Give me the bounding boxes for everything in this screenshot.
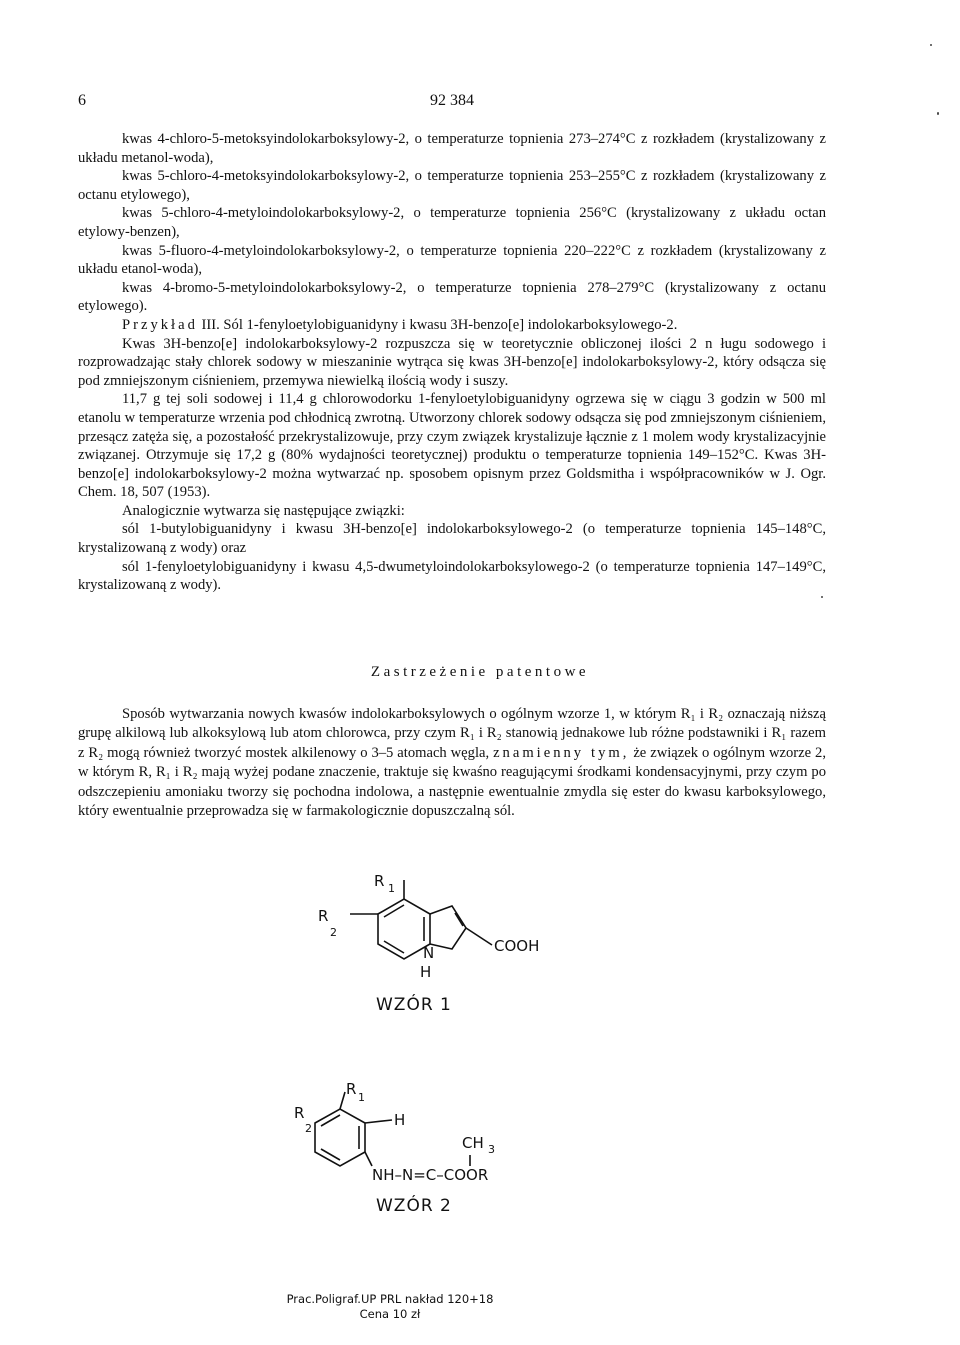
scan-speck	[821, 596, 823, 598]
formula1-r1: R	[374, 872, 385, 890]
formula1-n: N	[423, 944, 435, 962]
claims-title: Zastrzeżenie patentowe	[370, 664, 590, 680]
printer-footer	[270, 1292, 510, 1322]
pyrrole-ring	[430, 906, 466, 949]
compound-entry: kwas 5-chloro-4-metoksyindolokarboksylowy-2, o temperaturze topnienia 253–255°C z rozkładem (krystalizowany z octanu etylowego),	[78, 168, 826, 203]
patent-number: 92 384	[430, 92, 474, 109]
compound-entry: kwas 5-chloro-4-metyloindolokarboksylowy-2, o temperaturze topnienia 256°C (krystalizowany z układu octan etylowy-benzen),	[78, 205, 826, 240]
footer-line-2: Cena 10 zł	[359, 1307, 421, 1321]
example-label: Przykład	[122, 316, 198, 333]
footer-line-1: Prac.Poligraf.UP PRL nakład 120+18	[286, 1292, 494, 1306]
benzene-ring	[315, 1109, 365, 1166]
paragraph: Analogicznie wytwarza się następujące związki:	[122, 502, 405, 519]
claim-text-part2: że związek o ogólnym wzorze 2, w którym R, R₁ i R₂ mają wyżej podane znaczenie, traktuje się kwaśno reagującymi środkami kondensacyjnymi, przy czym po odszczepieniu amoniaku tworzy się pochodna indolowa, a następnie ewentualnie zmydla się ester do kwasu karboksylowego, który ewentualnie przeprowadza się w farmakologicznie dopuszczalną sól.	[78, 744, 826, 820]
formula2-ch3-sub: 3	[488, 1143, 495, 1156]
claim-text-part1: Sposób wytwarzania nowych kwasów indolokarboksylowych o ogólnym wzorze 1, w którym R₁ i R₂ oznaczają niższą grupę alkilową lub alkoksylową lub atom chlorowca, przy czym R₁ i R₂ stanowią jednakowe lub różne podstawniki i R₁ razem z R₂ mogą również tworzyć mostek alkilenowy o 3–5 atomach węgla,	[78, 706, 826, 761]
formula2-r2-sub: 2	[305, 1122, 312, 1135]
compound-entry: kwas 4-chloro-5-metoksyindolokarboksylowy-2, o temperaturze topnienia 273–274°C z rozkładem (krystalizowany z układu metanol-woda),	[78, 131, 826, 166]
compound-entry: kwas 4-bromo-5-metyloindolokarboksylowy-2, o temperaturze topnienia 278–279°C (krystalizowany z octanu etylowego).	[78, 279, 826, 315]
formula2-chain: NH–N=C–COOR	[372, 1166, 489, 1184]
paragraph: sól 1-butylobiguanidyny i kwasu 3H-benzo[e] indolokarboksylowego-2 (o temperaturze topnienia 145–148°C, krystalizowaną z wody) oraz	[78, 521, 826, 557]
formula1-caption: WZÓR 1	[376, 995, 452, 1015]
paragraph: Kwas 3H-benzo[e] indolokarboksylowy-2 rozpuszcza się w teoretycznie obliczonej ilości 2 n ługu sodowego i rozprowadzając stały chlorek sodowy w mieszaninie wytrąca się kwas 3H-benzo[e] indolokarboksylowy-2, który odsącza się pod zmniejszonym ciśnieniem, przemywa niewielką ilością wody i suszy.	[78, 335, 826, 389]
formula1-r1-sub: 1	[388, 882, 395, 895]
formula1-h: H	[420, 963, 432, 981]
paragraph: 11,7 g tej soli sodowej i 11,4 g chlorowodorku 1-fenyloetylobiguanidyny ogrzewa się w ciągu 3 godzin w 500 ml etanolu w temperaturze wrzenia pod chłodnicą zwrotną. Utworzony chlorek sodowy odsącza się pod zmniejszonym ciśnieniem, przesącz zatęża się, a pozostałość przekrystalizowuje, przy czym związek krystalizuje łącznie z 1 molem wody krystalizacyjnie związanej. Otrzymuje się 17,2 g (80% wydajności teoretycznej) produktu o temperaturze topnienia 149–152°C. Kwas 3H-benzo[e] indolokarboksylowy-2 można wytwarzać np. sposobem opisnym przez Goldsmitha i współpracowników w J. Ogr. Chem. 18, 507 (1953).	[78, 391, 826, 501]
example-title: III. Sól 1-fenyloetylobiguanidyny i kwasu 3H-benzo[e] indolokarboksylowego-2.	[201, 316, 678, 333]
formula2-ch3: CH	[462, 1134, 484, 1152]
page-number: 6	[78, 92, 86, 109]
scan-speck	[937, 112, 939, 115]
formula-2-structure	[315, 1092, 470, 1166]
formula2-r1: R	[346, 1080, 357, 1098]
paragraph: sól 1-fenyloetylobiguanidyny i kwasu 4,5-dwumetyloindolokarboksylowego-2 (o temperaturze topnienia 147–149°C, krystalizowaną z wody).	[78, 558, 826, 594]
formula2-r1-sub: 1	[358, 1091, 365, 1104]
formula-1-structure	[350, 880, 492, 959]
formula1-r2-sub: 2	[330, 926, 337, 939]
scan-speck	[930, 44, 932, 46]
compound-entry: kwas 5-fluoro-4-metyloindolokarboksylowy-2, o temperaturze topnienia 220–222°C z rozkładem (krystalizowany z układu etanol-woda),	[78, 242, 826, 278]
formula2-h: H	[394, 1111, 406, 1129]
formula1-r2: R	[318, 907, 329, 925]
formula2-r2: R	[294, 1104, 305, 1122]
formula2-caption: WZÓR 2	[376, 1196, 452, 1216]
formula1-cooh: COOH	[494, 937, 540, 955]
claim-spaced-word: znamienny tym,	[493, 744, 630, 761]
